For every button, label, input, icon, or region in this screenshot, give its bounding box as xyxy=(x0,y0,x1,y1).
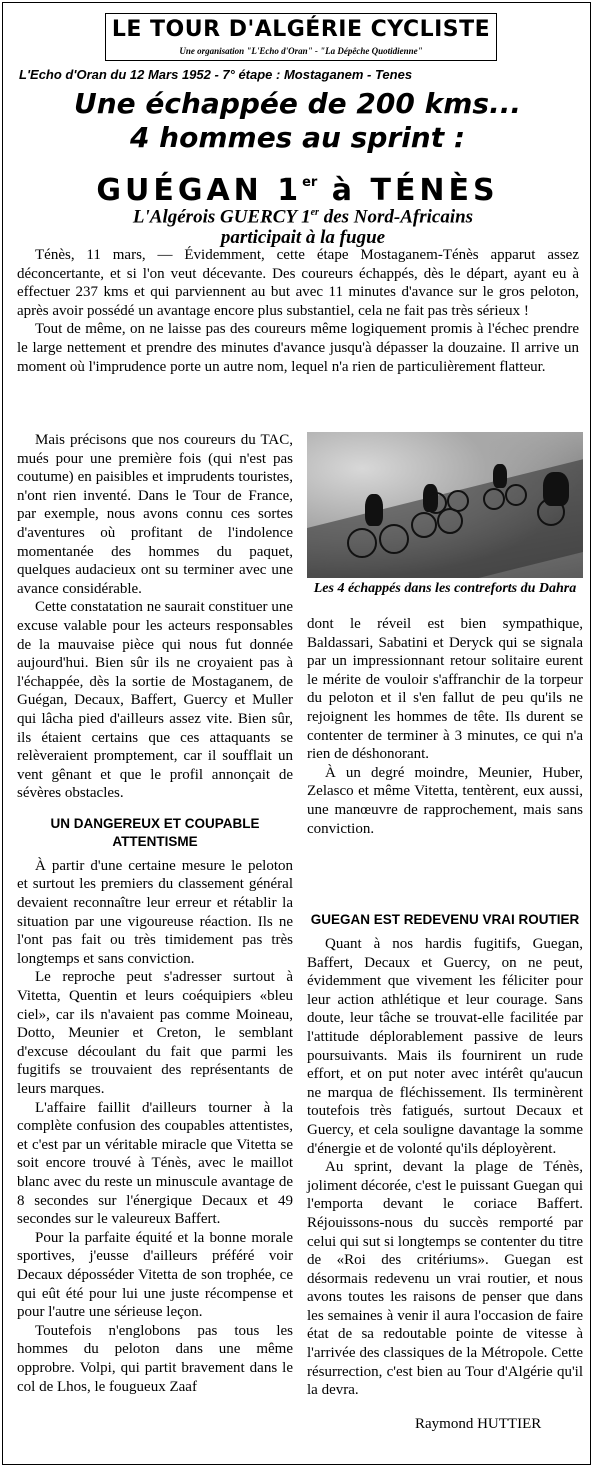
photo-wheel xyxy=(425,492,447,514)
source-line: L'Echo d'Oran du 12 Mars 1952 - 7° étape : Mostaganem - Tenes xyxy=(19,67,413,82)
article-paragraph: À un degré moindre, Meunier, Huber, Zelasco et même Vitetta, tentèrent, eux aussi, une manœuvre de rapprochement, mais sans conviction. xyxy=(307,764,583,837)
photo-rider xyxy=(493,464,507,488)
photo-wheel xyxy=(447,490,469,512)
photo-rider xyxy=(365,494,383,526)
photo-caption: Les 4 échappés dans les contreforts du Dahra xyxy=(313,581,577,596)
cyclists-photo xyxy=(307,432,583,578)
subheadline-pre: L'Algérois GUERCY 1 xyxy=(132,206,311,228)
article-paragraph: Cette constatation ne saurait constituer une excuse valable pour les acteurs responsables de la mauvaise pièce qui nous fut donnée aujourd'hui. Bien sûr ils ne croyaient pas à l'échappée, dès la sortie de Mostaganem, de Guégan, Decaux, Baffert, Guercy et Muller qui lâcha pied d'ailleurs assez vite. Bien sûr, ils étaient certains que ces attaquants se relèveraient promptement, car il soufflait un vent gênant et que le profil annonçait de sévères obstacles. xyxy=(17,599,293,802)
article-paragraph: L'affaire faillit d'ailleurs tourner à la complète confusion des coupables attentistes, et c'est par un véritable miracle que Vitetta se soit encore trouvé à Ténès, avec le maillot blanc avec du reste un minuscule avantage de 8 secondes sur l'énergique Decaux et 49 secondes sur le valeureux Baffert. xyxy=(17,1099,293,1228)
author-signature: Raymond HUTTIER xyxy=(415,1416,542,1432)
article-paragraph: À partir d'une certaine mesure le peloton et surtout les premiers du classement général devaient reconnaître leur erreur et rétablir la situation par une vigoureuse réaction. Ils ne l'ont pas fait ou très timidement pas très longtemps et sans conviction. xyxy=(17,857,293,967)
right-column-top xyxy=(307,615,583,838)
photo-wheel xyxy=(347,528,377,558)
right-column-bottom xyxy=(307,911,583,1400)
article-paragraph: Pour la parfaite équité et la bonne morale sportives, j'eusse d'ailleurs préféré voir Decaux déposséder Vitetta de son trophée, ce qui eût été pour lui une juste récompense et pour l'autre une sérieuse leçon. xyxy=(17,1229,293,1321)
headline-line-1: Une échappée de 200 kms... xyxy=(74,87,521,120)
subheadline-post: des Nord-Africains participait à la fugue xyxy=(220,206,474,249)
headline-winner-pre: GUÉGAN 1 xyxy=(96,173,303,208)
section-heading: UN DANGEREUX ET COUPABLE ATTENTISME xyxy=(50,815,260,849)
intro-paragraph: Ténès, 11 mars, — Évidemment, cette étape Mostaganem-Ténès apparut assez déconcertante, et si l'on veut décevante. Des coureurs échappés, dès le départ, ayant eu à effectuer 237 kms et qui parviennent au but avec 11 minutes d'avance sur le gros peloton, après avoir possédé un avantage encore plus substantiel, cela ne fait pas très sérieux ! xyxy=(17,247,579,319)
article-paragraph: Toutefois n'englobons pas tous les hommes du peloton dans une même opprobre. Volpi, qui partit bravement dans le col de Lhos, le fougueux Zaaf xyxy=(17,1322,293,1395)
photo-wheel xyxy=(505,484,527,506)
article-paragraph: Mais précisons que nos coureurs du TAC, mués pour une première fois (qui n'est pas coutume) en paisibles et imprudents touristes, n'ont rien inventé. Dans le Tour de France, par exemple, nous avons connu ces sortes d'aventures où profitant de l'indolence momentanée des hommes du paquet, quelques audacieux ont su terminer avec une avance considérable. xyxy=(17,432,293,597)
subheadline xyxy=(123,202,483,248)
article-paragraph: dont le réveil est bien sympathique, Baldassari, Sabatini et Deryck qui se signala par un impressionnant retour solitaire eurent le mérite de vouloir s'affranchir de la torpeur du peloton et il s'en fallut de peu qu'ils ne rejoignent les hommes de tête. Ils durent se contenter de terminer à 3 minutes, ce qui n'a rien de déshonorant. xyxy=(307,616,583,763)
section-heading: GUEGAN EST REDEVENU VRAI ROUTIER xyxy=(310,912,580,927)
headline-winner-sup: er xyxy=(302,175,318,190)
article-paragraph: Au sprint, devant la plage de Ténès, joliment décorée, c'est le puissant Guegan qui l'emporta devant le coriace Baffert. Réjouissons-nous du succès remporté par celui qui sut si longtemps se contenter du titre de «Roi des critériums». Guegan est désormais redevenu un vrai routier, et nous avons toutes les raisons de penser que dans les semaines à venir il aura l'occasion de faire état de sa redoutable pointe de vitesse à l'arrivée des classiques de la Métropole. Cette résurrection, c'est bien au Tour d'Algérie qu'il la devra. xyxy=(307,1159,583,1399)
intro-paragraph: Tout de même, on ne laisse pas des coureurs même logiquement promis à l'échec prendre le large nettement et prendre des minutes d'avance jusqu'à dépasser la douzaine. Il arrive un moment où l'imprudence porte un autre nom, lequel n'a rien de particulièrement flatteur. xyxy=(17,321,579,375)
masthead-subtitle: Une organisation "L'Echo d'Oran" - "La Dépêche Quotidienne" xyxy=(179,46,423,56)
photo-wheel xyxy=(379,524,409,554)
headline-winner-post: à TÉNÈS xyxy=(317,173,499,208)
left-column xyxy=(17,431,293,1396)
masthead-title: LE TOUR D'ALGÉRIE CYCLISTE xyxy=(111,17,491,42)
article-paragraph: Quant à nos hardis fugitifs, Guegan, Baffert, Decaux et Guercy, on ne peut, évidemment que vivement les féliciter pour leur action athlétique et leur courage. Sans doute, leur tâche se trouvat-elle facilitée par l'attitude déplorablement passive de leurs poursuivants. Mais ils fournirent un rude effort, et on put noter avec intérêt qu'aucun ne marqua de fléchissement. Ils terminèrent toutefois très fatigués, surtout Decaux et Guercy, et cela souligne davantage la somme d'énergie et de volonté qu'ils déployèrent. xyxy=(307,936,583,1157)
photo-wheel xyxy=(411,512,437,538)
article-paragraph: Le reproche peut s'adresser surtout à Vitetta, Quentin et leurs coéquipiers «bleu ciel», car ils n'avaient pas comme Moineau, Dotto, Meunier et Creton, le semblant d'excuse découlant du fait que parmi les fugitifs se trouvaient des représentants de leurs marques. xyxy=(17,969,293,1097)
photo-wheel xyxy=(483,488,505,510)
photo-motorcycle xyxy=(543,472,569,506)
masthead xyxy=(105,13,497,61)
headline xyxy=(3,87,591,155)
subheadline-sup: er xyxy=(310,207,319,218)
intro-text xyxy=(17,246,579,376)
headline-line-2: 4 hommes au sprint : xyxy=(129,121,466,154)
newspaper-page xyxy=(2,2,591,1465)
